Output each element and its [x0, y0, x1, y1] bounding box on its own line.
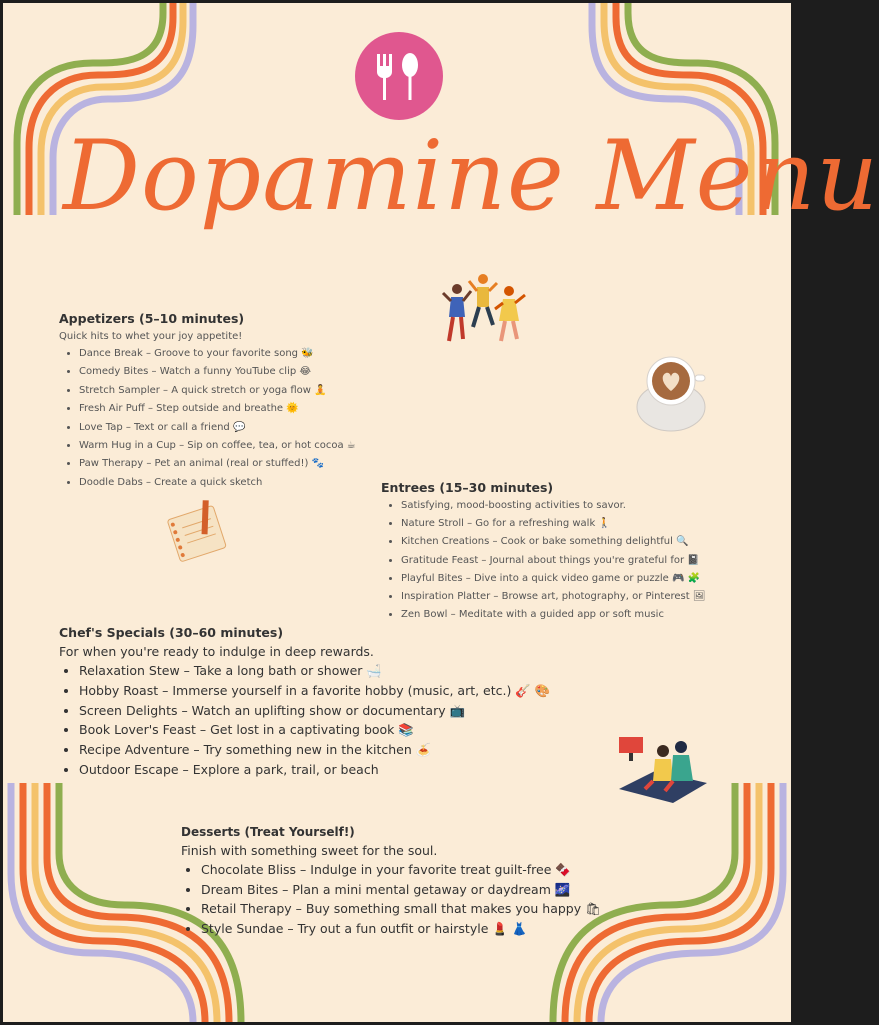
notebook-pen-illustration [163, 501, 235, 567]
entrees-section [381, 479, 786, 624]
list-item: • Screen Delights – Watch an uplifting show or documentary 📺 [79, 701, 619, 721]
entrees-heading: Entrees (15–30 minutes) [381, 480, 554, 495]
logo [355, 32, 443, 120]
latte-illustration [635, 351, 709, 435]
list-item: • Book Lover's Feast – Get lost in a captivating book 📚 [79, 720, 619, 740]
list-item: • Satisfying, mood-boosting activities to savor. [401, 497, 786, 515]
appetizers-intro: Quick hits to whet your joy appetite! [59, 331, 243, 342]
appetizers-heading: Appetizers (5–10 minutes) [59, 311, 245, 326]
desserts-section [181, 823, 651, 938]
desserts-list [181, 860, 651, 938]
desserts-intro: Finish with something sweet for the soul. [181, 843, 438, 858]
list-item: • Dance Break – Groove to your favorite song 🐝 [79, 345, 419, 363]
list-item: • Doodle Dabs – Create a quick sketch [79, 474, 419, 492]
list-item: • Retail Therapy – Buy something small that makes you happy 🛍 [201, 899, 651, 919]
entrees-list [381, 497, 786, 624]
list-item: • Kitchen Creations – Cook or bake something delightful 🔍 [401, 533, 786, 551]
page-title: Dopamine Menu [63, 120, 879, 232]
list-item: • Chocolate Bliss – Indulge in your favorite treat guilt-free 🍫 [201, 860, 651, 880]
dancers-illustration [443, 269, 527, 349]
list-item: • Outdoor Escape – Explore a park, trail, or beach [79, 760, 619, 780]
list-item: • Dream Bites – Plan a mini mental getaway or daydream 🌌 [201, 880, 651, 900]
desserts-heading: Desserts (Treat Yourself!) [181, 825, 355, 839]
couple-watching-tv-illustration [615, 731, 709, 803]
list-item: • Style Sundae – Try out a fun outfit or hairstyle 💄 👗 [201, 919, 651, 939]
fork-spoon-icon [355, 32, 443, 120]
list-item: • Stretch Sampler – A quick stretch or yoga flow 🧘 [79, 382, 419, 400]
list-item: • Inspiration Platter – Browse art, photography, or Pinterest 🖼 [401, 588, 786, 606]
list-item: • Nature Stroll – Go for a refreshing walk 🚶 [401, 515, 786, 533]
specials-heading: Chef's Specials (30–60 minutes) [59, 625, 284, 640]
list-item: • Hobby Roast – Immerse yourself in a favorite hobby (music, art, etc.) 🎸 🎨 [79, 681, 619, 701]
list-item: • Fresh Air Puff – Step outside and breathe 🌞 [79, 400, 419, 418]
list-item: • Recipe Adventure – Try something new in the kitchen 🍝 [79, 740, 619, 760]
list-item: • Relaxation Stew – Take a long bath or shower 🛁 [79, 661, 619, 681]
list-item: • Gratitude Feast – Journal about things you're grateful for 📓 [401, 552, 786, 570]
specials-section [59, 624, 619, 780]
list-item: • Comedy Bites – Watch a funny YouTube clip 😂 [79, 363, 419, 381]
list-item: • Warm Hug in a Cup – Sip on coffee, tea, or hot cocoa ☕ [79, 437, 419, 455]
list-item: • Zen Bowl – Meditate with a guided app or soft music [401, 606, 786, 624]
appetizers-list [59, 345, 419, 492]
specials-intro: For when you're ready to indulge in deep rewards. [59, 644, 374, 659]
menu-page [3, 3, 879, 1022]
list-item: • Playful Bites – Dive into a quick video game or puzzle 🎮 🧩 [401, 570, 786, 588]
list-item: • Love Tap – Text or call a friend 💬 [79, 419, 419, 437]
appetizers-section [59, 310, 419, 492]
list-item: • Paw Therapy – Pet an animal (real or stuffed!) 🐾 [79, 455, 419, 473]
specials-list [59, 661, 619, 780]
